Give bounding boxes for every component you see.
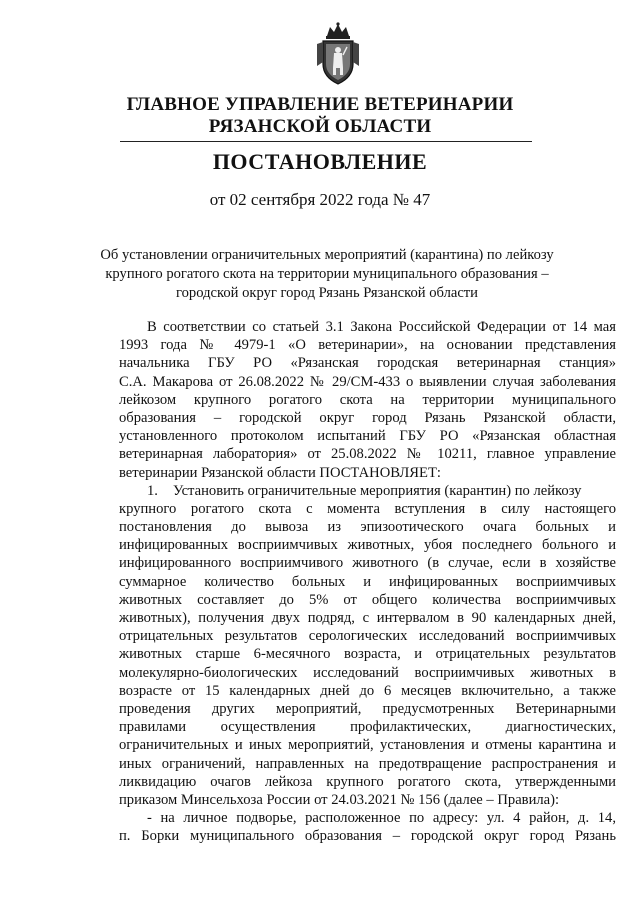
body-line: п. Борки муниципального образования – городской округ город Рязань (119, 828, 616, 845)
subject-line: крупного рогатого скота на территории муниципального образования – (105, 266, 549, 282)
body-line: возрасте от 15 календарных дней до 6 месяцев включительно, а также (119, 682, 616, 699)
body-line: В соответствии со статьей 3.1 Закона Российской Федерации от 14 мая (147, 319, 616, 335)
body-line: - на личное подворье, расположенное по адресу: ул. 4 район, д. 14, (147, 810, 616, 827)
body-line: ограничительных и иных мероприятий, установления и отмены карантина и (119, 737, 616, 754)
document-type: ПОСТАНОВЛЕНИЕ (212, 149, 428, 174)
body-line: правилами осуществления профилактических, диагностических, (119, 719, 616, 736)
body-line: постановления до вывоза из эпизоотического очага больных и (119, 519, 616, 536)
subject-line: городской округ город Рязань Рязанской области (175, 285, 478, 301)
body-line: ликвидацию очагов лейкоза крупного рогатого скота, утвержденными (119, 773, 616, 790)
document-date: от 02 сентября 2022 года № 47 (209, 190, 431, 209)
body-line: приказом Минсельхоза России от 24.03.2021 № 156 (далее – Правила): (119, 791, 560, 808)
body-line: иных ограничений, направленных на предотвращение распространения и (119, 755, 616, 772)
agency-name-line1: ГЛАВНОЕ УПРАВЛЕНИЕ ВЕТЕРИНАРИИ (126, 94, 514, 115)
body-line: Установить ограничительные мероприятия (карантин) по лейкозу (173, 482, 582, 499)
body-line: проведения других мероприятий, предусмотренных Ветеринарными (119, 700, 616, 717)
body-line: отрицательных результатов серологических исследований восприимчивых (119, 628, 616, 645)
body-line: животных), получения двух подряд, с интервалом в 90 календарных дней, (119, 610, 616, 626)
header-divider (120, 141, 532, 142)
body-line: инфицированных восприимчивых животных, убоя последнего больного и (119, 537, 616, 554)
body-line: установленного протоколом испытаний ГБУ РО «Рязанская областная (119, 428, 616, 445)
ryazan-coat-of-arms-icon (313, 22, 363, 88)
body-line: лейкозом крупного рогатого скота на территории муниципального (119, 391, 616, 408)
body-line: образования – городской округ город Рязань Рязанской области, (119, 409, 616, 426)
body-line: животных составляет до 5% от общего количества восприимчивых (119, 591, 616, 608)
item-number: 1. (147, 482, 158, 499)
body-line: инфицированного восприимчивого животного (в случае, если в хозяйстве (119, 555, 616, 572)
agency-name-line2: РЯЗАНСКОЙ ОБЛАСТИ (208, 116, 432, 137)
document-body (119, 318, 616, 845)
body-line: крупного рогатого скота с момента вступления в силу настоящего (119, 500, 616, 517)
body-line: молекулярно-биологических исследований восприимчивых животных в (119, 664, 616, 681)
body-line: ветеринарная лаборатория» от 25.08.2022 № 10211, главное управление (119, 446, 616, 463)
document-subject (100, 246, 554, 303)
subject-line: Об установлении ограничительных мероприятий (карантина) по лейкозу (100, 247, 554, 263)
item-1-first-line (119, 482, 616, 500)
body-line: животных старше 6-месячного возраста, и отрицательных результатов (119, 646, 616, 663)
body-line: 1993 года № 4979-1 «О ветеринарии», на основании представления (119, 337, 616, 354)
body-line: ветеринарии Рязанской области ПОСТАНОВЛЯЕТ: (119, 464, 441, 481)
body-line: суммарное количество больных и инфицированных восприимчивых (119, 573, 616, 590)
body-line: С.А. Макарова от 26.08.2022 № 29/СМ-433 о выявлении случая заболевания (119, 373, 616, 390)
body-line: начальника ГБУ РО «Рязанская городская ветеринарная станция» (119, 355, 616, 372)
